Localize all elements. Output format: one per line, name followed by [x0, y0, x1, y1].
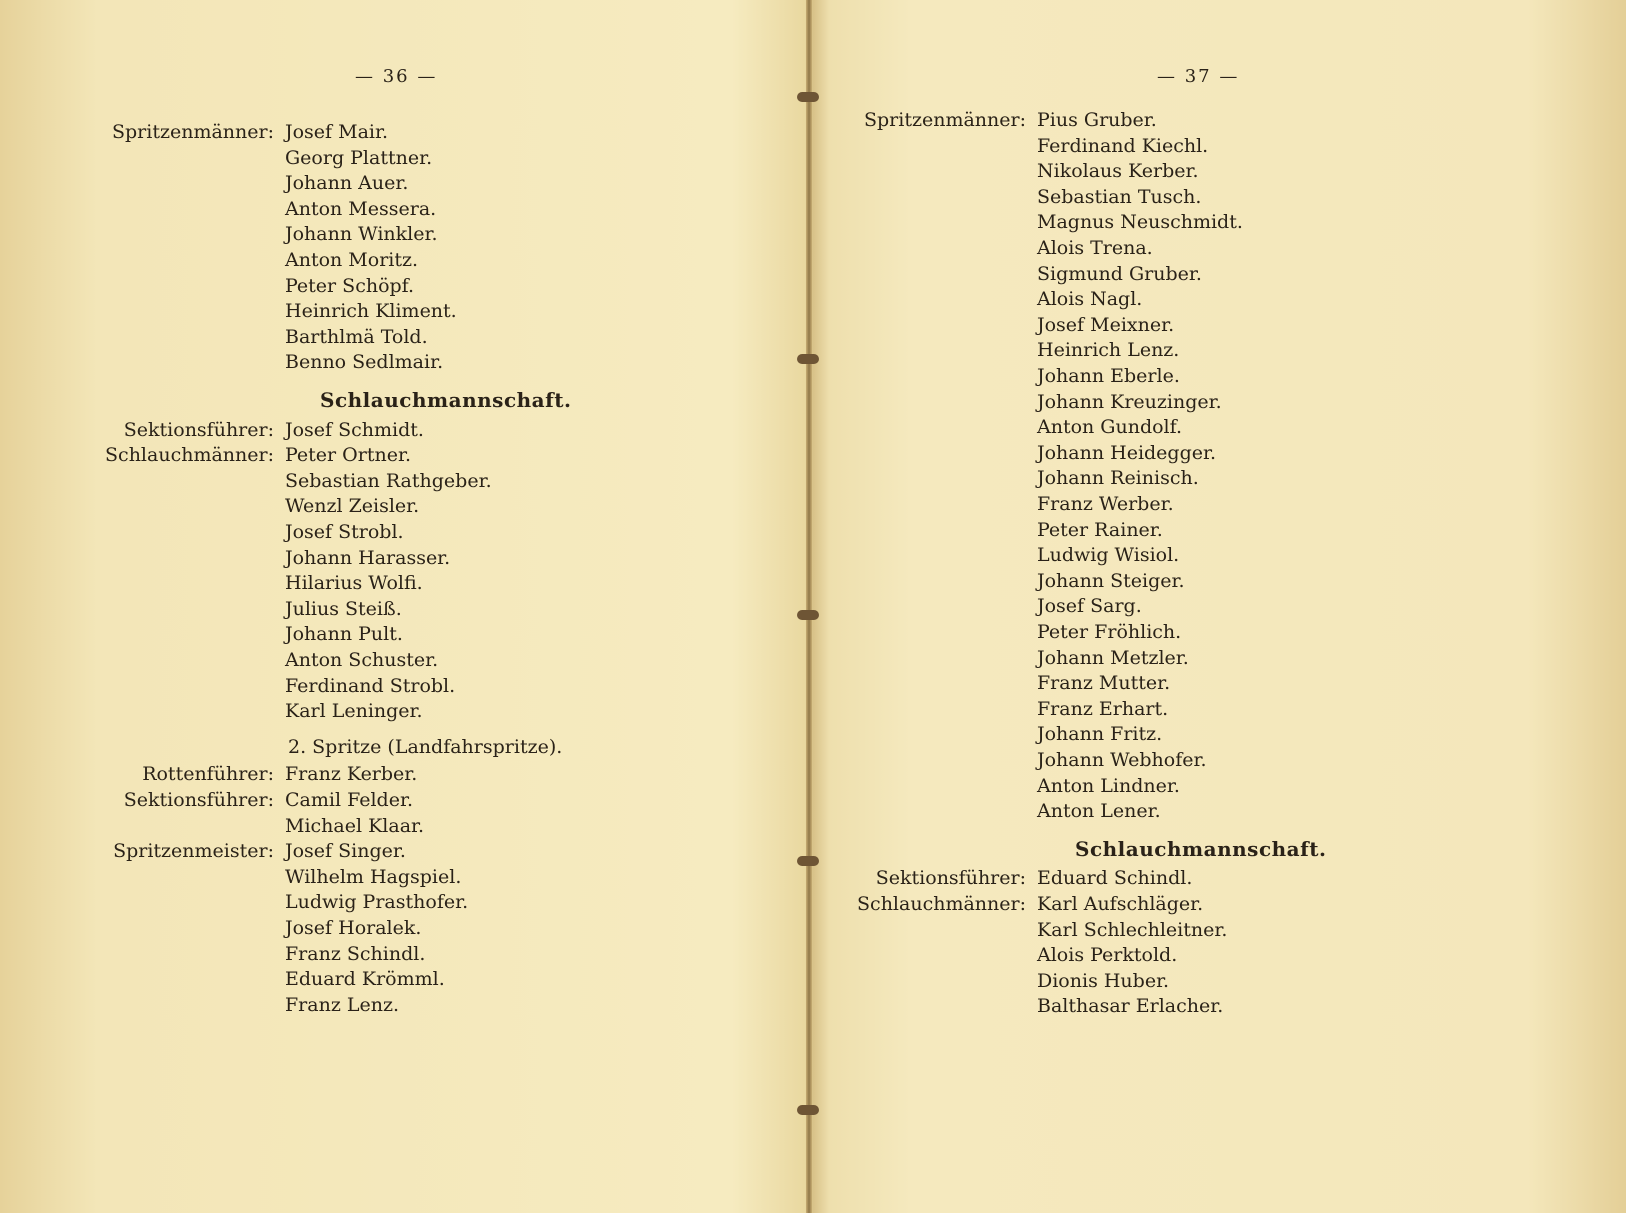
member-name: Eduard Krömml. — [285, 968, 445, 991]
member-name: Dionis Huber. — [1037, 969, 1170, 992]
member-name: Johann Kreuzinger. — [1037, 390, 1222, 413]
member-name: Anton Lindner. — [1037, 774, 1180, 797]
member-name: Sebastian Rathgeber. — [285, 469, 492, 492]
page-number: — 37 — — [1157, 66, 1240, 87]
member-name: Josef Strobl. — [285, 521, 404, 543]
member-name: Johann Eberle. — [1037, 365, 1180, 387]
member-name: Ludwig Wisiol. — [1037, 544, 1180, 567]
member-name: Josef Sarg. — [1037, 595, 1142, 618]
member-name: Balthasar Erlacher. — [1037, 995, 1224, 1018]
member-name: Franz Lenz. — [285, 993, 400, 1016]
member-name: Pius Gruber. — [1037, 109, 1157, 131]
member-name: Josef Singer. — [285, 840, 406, 863]
member-roster — [812, 0, 1626, 1213]
member-name: Johann Winkler. — [285, 223, 438, 246]
role-label: Schlauchmänner: — [857, 893, 1026, 915]
role-label: Rottenführer: — [142, 763, 274, 786]
member-name: Josef Horalek. — [285, 917, 422, 939]
member-name: Ludwig Prasthofer. — [285, 891, 469, 914]
member-name: Julius Steiß. — [285, 597, 402, 620]
member-name: Johann Steiger. — [1037, 569, 1185, 592]
role-label: Spritzenmänner: — [863, 109, 1026, 131]
member-name: Josef Schmidt. — [285, 418, 424, 441]
right-page — [812, 0, 1626, 1213]
member-name: Wilhelm Hagspiel. — [285, 865, 462, 888]
member-name: Johann Heidegger. — [1037, 441, 1217, 464]
member-name: Peter Schöpf. — [285, 274, 415, 297]
member-name: Magnus Neuschmidt. — [1037, 211, 1243, 234]
page-number: — 36 — — [355, 66, 438, 87]
member-name: Alois Trena. — [1037, 237, 1153, 259]
member-name: Johann Fritz. — [1037, 723, 1163, 746]
member-name: Alois Nagl. — [1037, 288, 1143, 311]
member-name: Camil Felder. — [285, 789, 413, 811]
member-name: Wenzl Zeisler. — [285, 495, 420, 518]
member-name: Josef Meixner. — [1037, 313, 1175, 336]
member-name: Franz Erhart. — [1037, 697, 1169, 720]
left-page — [0, 0, 810, 1213]
member-name: Karl Aufschläger. — [1037, 893, 1204, 915]
member-name: Georg Plattner. — [285, 146, 433, 169]
member-name: Karl Schlechleitner. — [1037, 918, 1228, 941]
member-name: Sebastian Tusch. — [1037, 185, 1202, 208]
member-name: Alois Perktold. — [1037, 944, 1178, 967]
member-name: Anton Moritz. — [285, 249, 419, 271]
role-label: Sektionsführer: — [875, 867, 1026, 890]
member-name: Anton Messera. — [285, 197, 437, 220]
member-name: Franz Kerber. — [285, 763, 418, 786]
member-name: Ferdinand Strobl. — [285, 674, 456, 697]
member-name: Heinrich Lenz. — [1037, 339, 1180, 362]
member-name: Johann Metzler. — [1037, 646, 1189, 669]
member-name: Josef Mair. — [285, 121, 389, 143]
role-label: Sektionsführer: — [123, 418, 274, 441]
member-name: Peter Rainer. — [1037, 518, 1163, 541]
member-name: Anton Lener. — [1037, 800, 1161, 823]
member-name: Peter Fröhlich. — [1037, 621, 1182, 643]
member-name: Hilarius Wolfi. — [285, 572, 423, 595]
member-roster — [0, 0, 810, 1213]
member-name: Franz Mutter. — [1037, 672, 1171, 695]
member-name: Franz Schindl. — [285, 942, 426, 965]
member-name: Johann Pult. — [285, 623, 403, 646]
member-name: Johann Harasser. — [285, 546, 451, 569]
role-label: Spritzenmänner: — [111, 121, 274, 143]
section-heading: Schlauchmannschaft. — [1075, 836, 1327, 861]
member-name: Johann Reinisch. — [1037, 467, 1199, 490]
role-label: Sektionsführer: — [123, 789, 274, 811]
member-name: Anton Schuster. — [285, 649, 439, 671]
member-name: Benno Sedlmair. — [285, 351, 444, 374]
member-name: Sigmund Gruber. — [1037, 262, 1202, 285]
member-name: Eduard Schindl. — [1037, 867, 1193, 890]
member-name: Karl Leninger. — [285, 700, 423, 723]
role-label: Schlauchmänner: — [105, 444, 274, 467]
member-name: Heinrich Kliment. — [285, 300, 457, 323]
member-name: Anton Gundolf. — [1037, 416, 1183, 439]
member-name: Johann Auer. — [285, 172, 409, 195]
subsection-heading: 2. Spritze (Landfahrspritze). — [288, 735, 563, 758]
member-name: Ferdinand Kiechl. — [1037, 134, 1209, 157]
member-name: Peter Ortner. — [285, 444, 411, 467]
member-name: Franz Werber. — [1037, 493, 1174, 515]
section-heading: Schlauchmannschaft. — [320, 388, 572, 412]
member-name: Barthlmä Told. — [285, 325, 428, 348]
member-name: Nikolaus Kerber. — [1037, 160, 1199, 183]
member-name: Johann Webhofer. — [1037, 749, 1207, 771]
role-label: Spritzenmeister: — [113, 840, 274, 863]
member-name: Michael Klaar. — [285, 814, 425, 837]
